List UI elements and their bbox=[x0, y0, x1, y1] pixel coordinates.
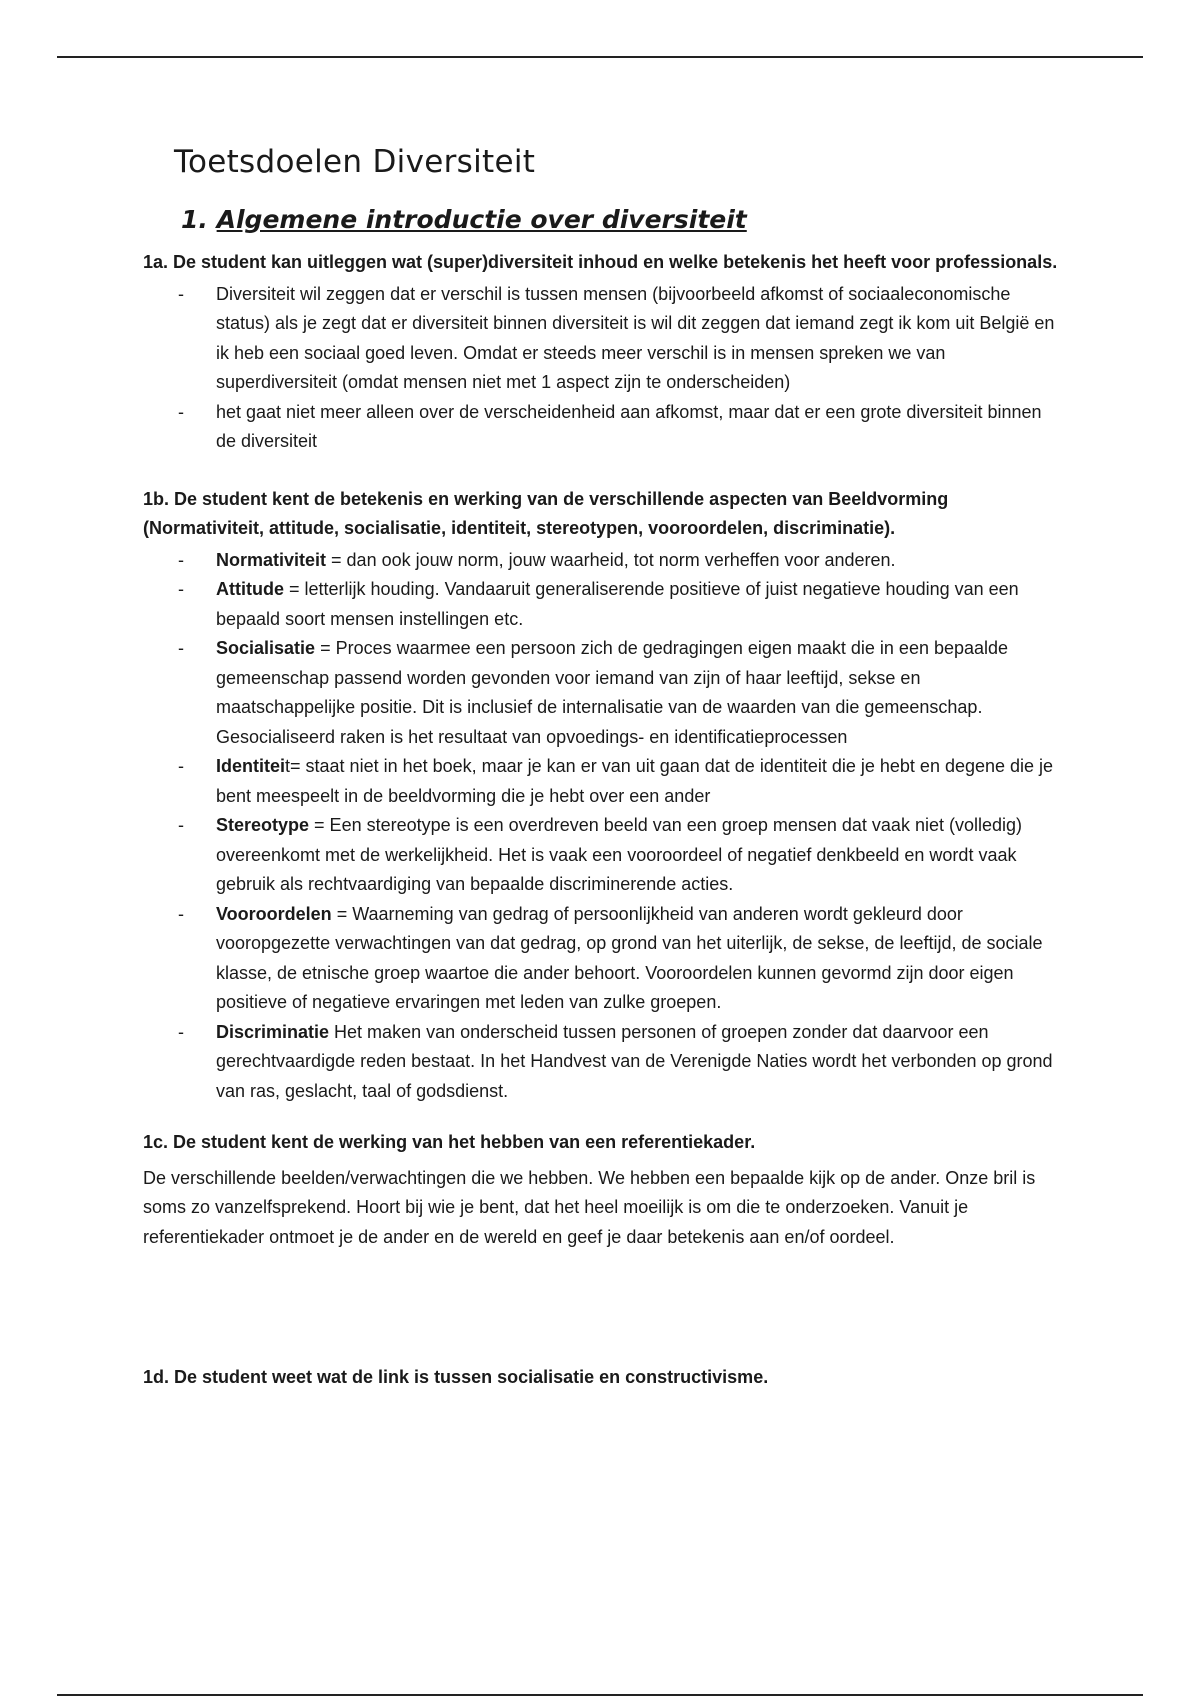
list-item bbox=[178, 575, 1063, 634]
bullet-list-1a bbox=[143, 280, 1063, 457]
term-label: Socialisatie bbox=[216, 638, 316, 658]
term-definition: = Waarneming van gedrag of persoonlijkheid van anderen wordt gekleurd door vooropgezette verwachtingen van dat gedrag, op grond van het uiterlijk, de sekse, de leeftijd, de sociale klasse, de etnische groep waartoe die ander behoort. Vooroordelen kunnen gevormd zijn door eigen positieve of negatieve ervaringen met leden van zulke groepen. bbox=[216, 903, 1043, 1012]
bullet-text: Diversiteit wil zeggen dat er verschil is tussen mensen (bijvoorbeeld afkomst of sociaaleconomische status) als je zegt dat er diversiteit binnen diversiteit is wil dit zeggen dat iemand zegt ik kom uit België en ik heb een sociaal goed leven. Omdat er steeds meer verschil is in mensen spreken we van superdiversiteit (omdat mensen niet met 1 aspect zijn te onderscheiden) bbox=[216, 283, 1055, 392]
list-item bbox=[178, 398, 1063, 457]
document-title: Toetsdoelen Diversiteit bbox=[174, 144, 536, 180]
bullet-text: het gaat niet meer alleen over de verscheidenheid aan afkomst, maar dat er een grote diversiteit binnen de diversiteit bbox=[216, 401, 1042, 451]
term-label: Stereotype bbox=[216, 815, 310, 835]
goal-heading-1a: 1a. De student kan uitleggen wat (super)diversiteit inhoud en welke betekenis het heeft voor professionals. bbox=[143, 252, 1058, 272]
bullet-marker: - bbox=[178, 549, 184, 570]
term-definition: Het maken van onderscheid tussen personen of groepen zonder dat daarvoor een gerechtvaardigde reden bestaat. In het Handvest van de Verenigde Naties wordt het verbonden op grond van ras, geslacht, taal of godsdienst. bbox=[216, 1021, 1053, 1101]
bullet-marker: - bbox=[178, 756, 184, 776]
goal-heading-1c: 1c. De student kent de werking van het hebben van een referentiekader. bbox=[143, 1132, 756, 1152]
term-definition: = dan ook jouw norm, jouw waarheid, tot norm verheffen voor anderen. bbox=[326, 549, 896, 570]
term-label: Vooroordelen bbox=[216, 903, 332, 924]
term-label: Discriminatie bbox=[216, 1021, 330, 1042]
bullet-marker: - bbox=[178, 401, 184, 422]
section-heading bbox=[181, 204, 1063, 236]
bullet-marker: - bbox=[178, 815, 184, 835]
list-item bbox=[178, 634, 1063, 752]
bullet-marker: - bbox=[178, 579, 184, 599]
spacer bbox=[143, 1106, 1063, 1128]
term-label: Attitude bbox=[216, 579, 284, 599]
bullet-marker: - bbox=[178, 283, 184, 304]
term-definition: = letterlijk houding. Vandaaruit generaliserende positieve of juist negatieve houding van een bepaald soort mensen instellingen etc. bbox=[216, 579, 1019, 629]
paragraph-1c: De verschillende beelden/verwachtingen die we hebben. We hebben een bepaalde kijk op de ander. Onze bril is soms zo vanzelfsprekend. Hoort bij wie je bent, dat het heel moeilijk is om die te onderzoeken. Vanuit je referentiekader ontmoet je de ander en de wereld en geef je daar betekenis aan en/of oordeel. bbox=[143, 1167, 1036, 1247]
list-item bbox=[178, 1018, 1063, 1107]
bullet-marker: - bbox=[178, 903, 184, 924]
term-label: Identitei bbox=[216, 756, 286, 776]
section-number: 1. bbox=[181, 205, 208, 234]
list-item bbox=[178, 811, 1063, 900]
bullet-marker: - bbox=[178, 638, 184, 658]
term-definition: = Een stereotype is een overdreven beeld van een groep mensen dat vaak niet (volledig) overeenkomt met de werkelijkheid. Het is vaak een vooroordeel of negatief denkbeeld en wordt vaak gebruik als rechtvaardiging van bepaalde discriminerende acties. bbox=[216, 815, 1022, 894]
term-definition: t= staat niet in het boek, maar je kan er van uit gaan dat de identiteit die je hebt en degene die je bent meespeelt in de beeldvorming die je hebt over een ander bbox=[216, 756, 1054, 806]
list-item bbox=[178, 280, 1063, 398]
list-item bbox=[178, 546, 1063, 576]
section-title: Algemene introductie over diversiteit bbox=[216, 205, 747, 234]
goal-heading-1d: 1d. De student weet wat de link is tussen socialisatie en constructivisme. bbox=[143, 1367, 769, 1387]
goal-heading-1b: 1b. De student kent de betekenis en werking van de verschillende aspecten van Beeldvorming (Normativiteit, attitude, socialisatie, identiteit, stereotypen, vooroordelen, discriminatie). bbox=[143, 488, 949, 538]
bullet-list-1b bbox=[143, 546, 1063, 1107]
spacer bbox=[143, 1252, 1063, 1363]
term-definition: = Proces waarmee een persoon zich de gedragingen eigen maakt die in een bepaalde gemeenschap passend worden gevonden voor iemand van zijn of haar leeftijd, sekse en maatschappelijke positie. Dit is inclusief de internalisatie van de waarden van die gemeenschap. Gesocialiseerd raken is het resultaat van opvoedings- en identificatieprocessen bbox=[216, 638, 1009, 747]
spacer bbox=[143, 457, 1063, 485]
term-label: Normativiteit bbox=[216, 549, 327, 570]
bullet-marker: - bbox=[178, 1021, 184, 1042]
footer-rule bbox=[57, 1694, 1143, 1696]
header-rule bbox=[57, 56, 1143, 58]
list-item bbox=[178, 900, 1063, 1018]
list-item bbox=[178, 752, 1063, 811]
document-page bbox=[143, 138, 1063, 1393]
